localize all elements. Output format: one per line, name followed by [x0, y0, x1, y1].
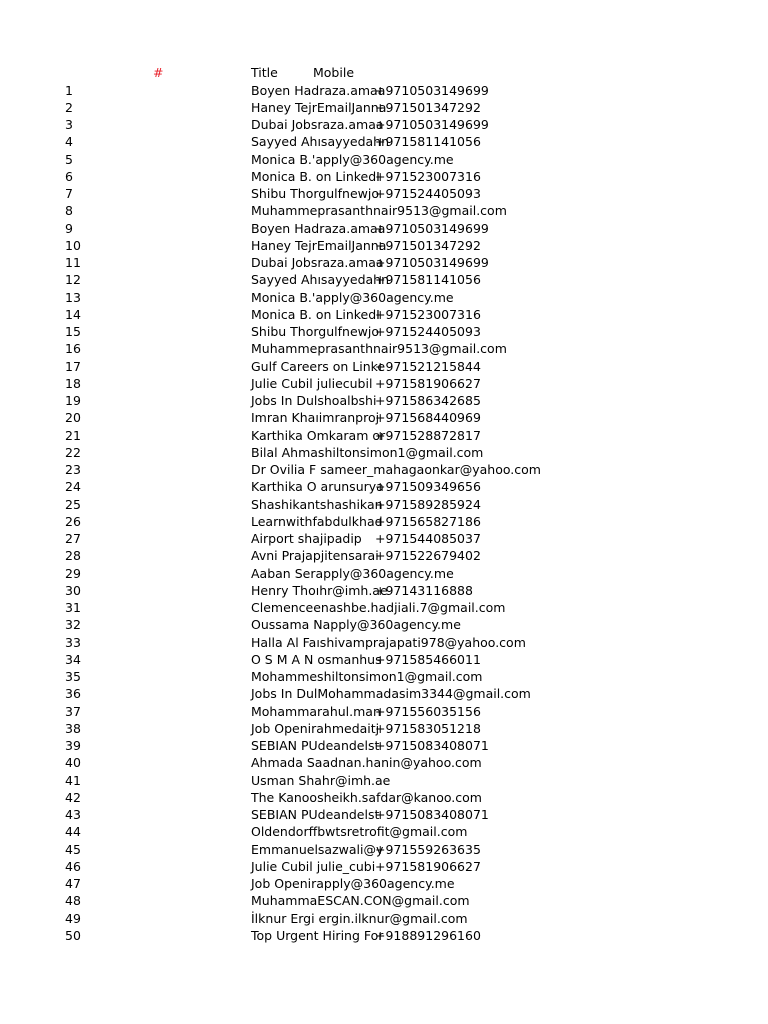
row-mobile: +9715083408071	[375, 738, 489, 753]
row-number: 45	[65, 841, 81, 857]
table-row	[0, 340, 768, 357]
row-title: Bilal Ahmashiltonsimon1@gmail.com	[251, 444, 484, 460]
table-row	[0, 547, 768, 564]
table-row	[0, 427, 768, 444]
row-number: 23	[65, 462, 81, 477]
row-mobile: +971524405093	[375, 324, 481, 339]
row-mobile: +9710503149699	[375, 220, 489, 236]
table-row	[0, 409, 768, 426]
row-title: Jobs In DulMohammadasim3344@gmail.com	[251, 686, 531, 702]
row-title: Clemenceеnashbe.hadjiali.7@gmail.com	[251, 600, 506, 615]
row-number: 34	[65, 651, 81, 667]
row-number: 1	[65, 82, 73, 98]
row-number: 30	[65, 582, 81, 598]
row-number: 31	[65, 600, 81, 615]
row-title: Mohammeshiltonsimon1@gmail.com	[251, 669, 483, 684]
table-row	[0, 133, 768, 150]
table-row	[0, 565, 768, 582]
row-number: 8	[65, 203, 73, 219]
table-row	[0, 151, 768, 168]
row-title: Dr Ovilia F sameer_mahagaonkar@yahoo.com	[251, 462, 541, 477]
row-number: 36	[65, 686, 81, 702]
row-title: Shibu Thorgulfnewjo	[251, 324, 379, 339]
table-row	[0, 892, 768, 909]
table-row	[0, 237, 768, 254]
row-mobile: +971581906627	[375, 858, 481, 874]
table-row	[0, 202, 768, 219]
row-title: Henry Thoıhr@imh.ae	[251, 582, 388, 598]
row-title: Monica B.'apply@360agency.me	[251, 151, 454, 167]
row-mobile: +971528872817	[375, 427, 481, 443]
row-mobile: +971586342685	[375, 393, 481, 408]
table-row	[0, 703, 768, 720]
row-number: 28	[65, 548, 81, 564]
row-title: Monica B.'apply@360agency.me	[251, 289, 454, 305]
row-number: 47	[65, 876, 81, 891]
row-title: Julie Cubil julie_cubi	[251, 858, 376, 874]
row-number: 24	[65, 479, 81, 495]
table-row	[0, 82, 768, 99]
table-row	[0, 185, 768, 202]
row-mobile: +971501347292	[375, 99, 481, 115]
row-mobile: +971583051218	[375, 720, 481, 736]
table-row	[0, 99, 768, 116]
row-number: 39	[65, 738, 81, 753]
row-number: 26	[65, 513, 81, 529]
table-row	[0, 358, 768, 375]
table-row	[0, 789, 768, 806]
row-mobile: +971565827186	[375, 513, 481, 529]
row-title: Haney TejrEmailJanna	[251, 99, 387, 115]
row-number: 19	[65, 393, 81, 408]
row-title: Karthika Omkaram or	[251, 427, 386, 443]
row-title: Oldendorffbwtsretrofit@gmail.com	[251, 824, 468, 840]
row-number: 25	[65, 496, 81, 512]
table-row	[0, 823, 768, 840]
table-row	[0, 737, 768, 754]
row-title: The Kanoosheikh.safdar@kanoo.com	[251, 789, 482, 805]
table-row	[0, 582, 768, 599]
row-number: 2	[65, 99, 73, 115]
row-number: 48	[65, 893, 81, 909]
table-row	[0, 271, 768, 288]
table-row	[0, 720, 768, 737]
table-row	[0, 392, 768, 409]
row-title: Boyen Hadraza.amaa	[251, 220, 386, 236]
row-mobile: +971581141056	[375, 272, 481, 288]
row-title: Monica B. on LinkedI	[251, 168, 380, 184]
row-title: Top Urgent Hiring For	[251, 927, 384, 943]
table-row	[0, 496, 768, 513]
row-number: 33	[65, 634, 81, 650]
row-number: 4	[65, 134, 73, 150]
row-title: Dubai Jobsraza.amaa	[251, 255, 384, 270]
row-title: Imran Khaıimranproj	[251, 410, 380, 426]
row-number: 20	[65, 410, 81, 426]
row-title: Haney TejrEmailJanna	[251, 237, 387, 253]
row-mobile: +97143116888	[375, 582, 473, 598]
table-row	[0, 685, 768, 702]
table-row	[0, 616, 768, 633]
table-row	[0, 772, 768, 789]
column-header-row	[0, 64, 768, 81]
row-number: 43	[65, 807, 81, 822]
row-title: Shibu Thorgulfnewjo	[251, 186, 379, 201]
row-number: 13	[65, 289, 81, 305]
row-mobile: +9710503149699	[375, 255, 489, 270]
table-row	[0, 323, 768, 340]
table-row	[0, 478, 768, 495]
row-title: Ahmada Saadnan.hanin@yahoo.com	[251, 755, 482, 771]
header-hash: #	[153, 65, 164, 80]
row-number: 49	[65, 910, 81, 926]
row-title: Boyen Hadraza.amaa	[251, 82, 386, 98]
table-row	[0, 530, 768, 547]
row-number: 21	[65, 427, 81, 443]
row-title: Julie Cubil juliecubil	[251, 375, 373, 391]
row-mobile: +971501347292	[375, 237, 481, 253]
row-title: O S M A N osmanhus	[251, 651, 382, 667]
table-row	[0, 634, 768, 651]
row-title: Usman Shahr@imh.ae	[251, 772, 391, 788]
row-title: Oussama Napply@360agency.me	[251, 617, 461, 633]
table-row	[0, 806, 768, 823]
row-number: 27	[65, 531, 81, 546]
row-number: 15	[65, 324, 81, 339]
row-number: 6	[65, 168, 73, 184]
row-number: 9	[65, 220, 73, 236]
table-row	[0, 444, 768, 461]
row-number: 10	[65, 237, 81, 253]
table-row	[0, 841, 768, 858]
row-mobile: +9710503149699	[375, 117, 489, 132]
row-title: Sayyed Ahısayyedahn	[251, 272, 390, 288]
row-mobile: +971522679402	[375, 548, 481, 564]
table-row	[0, 927, 768, 944]
row-number: 22	[65, 444, 81, 460]
table-row	[0, 168, 768, 185]
table-row	[0, 254, 768, 271]
row-mobile: +971523007316	[375, 168, 481, 184]
row-title: Muhammeprasanthnair9513@gmail.com	[251, 203, 507, 219]
header-title: Title	[251, 65, 278, 80]
row-title: Job Openirahmedaitj	[251, 720, 380, 736]
row-number: 12	[65, 272, 81, 288]
row-title: Monica B. on LinkedI	[251, 306, 380, 322]
row-title: Gulf Careers on Linke	[251, 358, 386, 374]
row-mobile: +971581906627	[375, 375, 481, 391]
row-title: Job Openirapply@360agency.me	[251, 876, 455, 891]
row-mobile: +971521215844	[375, 358, 481, 374]
row-title: Halla Al Faıshivamprajapati978@yahoo.com	[251, 634, 526, 650]
row-title: Emmanuelsazwali@y	[251, 841, 384, 857]
row-number: 16	[65, 341, 81, 357]
table-row	[0, 875, 768, 892]
row-number: 38	[65, 720, 81, 736]
table-row	[0, 220, 768, 237]
row-title: SEBIAN PUdeandelst	[251, 807, 380, 822]
row-mobile: +971524405093	[375, 186, 481, 201]
row-number: 29	[65, 565, 81, 581]
row-mobile: +971559263635	[375, 841, 481, 857]
row-title: SEBIAN PUdeandelst	[251, 738, 380, 753]
row-title: Dubai Jobsraza.amaa	[251, 117, 384, 132]
row-title: Jobs In Dulshoalbshi	[251, 393, 377, 408]
row-mobile: +971589285924	[375, 496, 481, 512]
row-mobile: +971568440969	[375, 410, 481, 426]
row-number: 14	[65, 306, 81, 322]
row-number: 50	[65, 927, 81, 943]
table-row	[0, 651, 768, 668]
header-mobile: Mobile	[313, 65, 355, 80]
table-row	[0, 513, 768, 530]
table-row	[0, 754, 768, 771]
table-row	[0, 116, 768, 133]
row-number: 35	[65, 669, 81, 684]
row-title: Airport shajipadip	[251, 531, 362, 546]
table-row	[0, 668, 768, 685]
row-mobile: +971509349656	[375, 479, 481, 495]
row-title: Karthika O arunsurya	[251, 479, 384, 495]
row-mobile: +971544085037	[375, 531, 481, 546]
row-mobile: +971523007316	[375, 306, 481, 322]
row-number: 17	[65, 358, 81, 374]
row-mobile: +9715083408071	[375, 807, 489, 822]
row-number: 32	[65, 617, 81, 633]
row-number: 37	[65, 703, 81, 719]
row-number: 42	[65, 789, 81, 805]
row-number: 18	[65, 375, 81, 391]
table-row	[0, 289, 768, 306]
row-number: 40	[65, 755, 81, 771]
contact-list	[0, 82, 768, 945]
row-title: İlknur Ergi ergin.ilknur@gmail.com	[251, 910, 468, 926]
row-number: 3	[65, 117, 73, 132]
row-mobile: +918891296160	[375, 927, 481, 943]
row-mobile: +971581141056	[375, 134, 481, 150]
table-row	[0, 375, 768, 392]
row-number: 5	[65, 151, 73, 167]
row-number: 41	[65, 772, 81, 788]
row-mobile: +971585466011	[375, 651, 481, 667]
table-row	[0, 306, 768, 323]
row-number: 7	[65, 186, 73, 201]
row-number: 44	[65, 824, 81, 840]
row-number: 11	[65, 255, 81, 270]
table-row	[0, 858, 768, 875]
row-title: Learnwithfabdulkhad	[251, 513, 383, 529]
row-title: Sayyed Ahısayyedahn	[251, 134, 390, 150]
table-row	[0, 599, 768, 616]
row-number: 46	[65, 858, 81, 874]
table-row	[0, 910, 768, 927]
row-title: Avni Prajaрjitensarai	[251, 548, 379, 564]
table-row	[0, 461, 768, 478]
row-title: Shashikantshashikan	[251, 496, 383, 512]
row-mobile: +9710503149699	[375, 82, 489, 98]
row-title: Aaban Serapply@360agency.me	[251, 565, 454, 581]
row-title: Muhammeprasanthnair9513@gmail.com	[251, 341, 507, 357]
row-mobile: +971556035156	[375, 703, 481, 719]
row-title: Mohammarahul.man	[251, 703, 381, 719]
row-title: MuhammaESCAN.CON@gmail.com	[251, 893, 470, 909]
